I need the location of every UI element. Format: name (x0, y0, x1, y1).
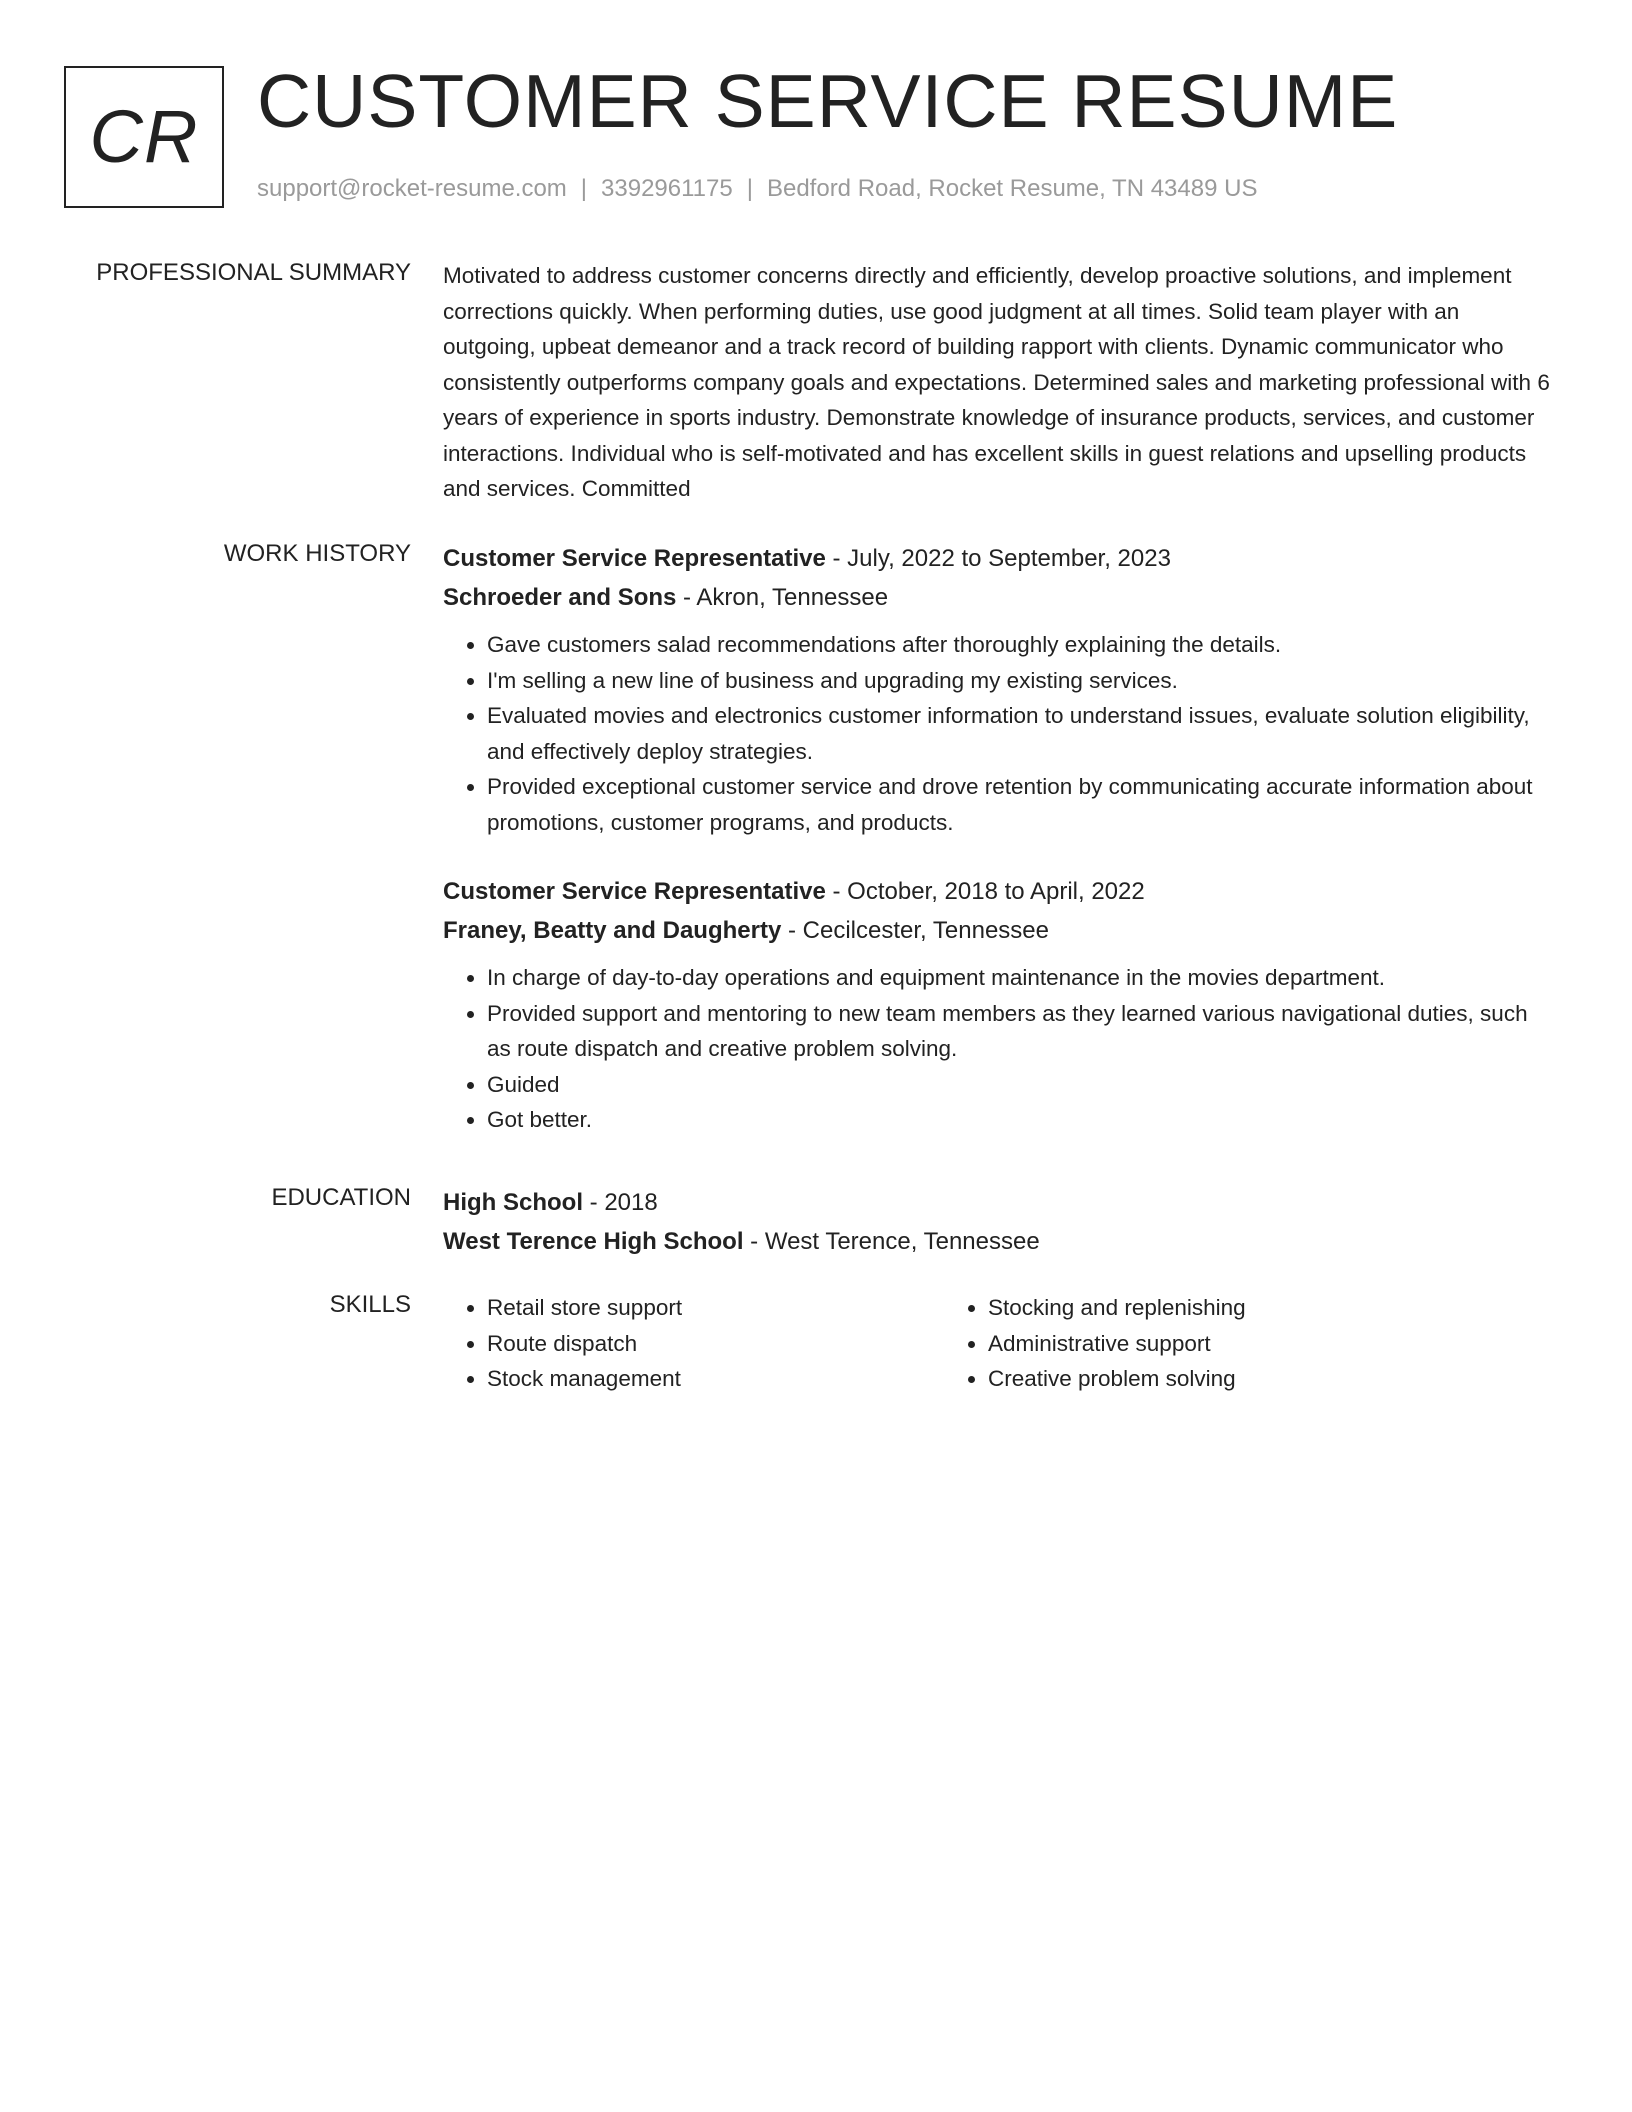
skills-heading: SKILLS (329, 1291, 411, 1318)
skills-body (443, 1290, 1553, 1397)
resume-title: CUSTOMER SERVICE RESUME (257, 59, 1399, 143)
job-title-line (443, 872, 1553, 911)
job-company: Franey, Beatty and Daugherty (443, 917, 782, 944)
education-location: - West Terence, Tennessee (743, 1228, 1040, 1255)
job-entry (443, 539, 1553, 840)
job-dates: - October, 2018 to April, 2022 (825, 878, 1145, 905)
job-location: - Cecilcester, Tennessee (781, 917, 1050, 944)
job-bullet: • Got better. (487, 1102, 1553, 1138)
contact-phone: 3392961175 (601, 175, 733, 202)
education-degree-line (443, 1183, 1553, 1222)
skill-item: • Creative problem solving (988, 1361, 1445, 1397)
job-bullets (443, 960, 1553, 1138)
summary-text: Motivated to address customer concerns directly and efficiently, develop proactive solutions, and implement corrections quickly. When performing duties, use good judgment at all times. Solid team player with an outgoing, upbeat demeanor and a track record of building rapport with clients. Dynamic communicator who consistently outperforms company goals and expectations. Determined sales and marketing professional with 6 years of experience in sports industry. Demonstrate knowledge of insurance products, services, and customer interactions. Individual who is self-motivated and has excellent skills in guest relations and upselling products and services. Committed (443, 263, 1550, 501)
monogram-box (64, 66, 224, 208)
job-bullets (443, 627, 1553, 840)
job-bullet: • I'm selling a new line of business and upgrading my existing services. (487, 663, 1553, 699)
work-history-heading: WORK HISTORY (223, 540, 411, 567)
education-school: West Terence High School (443, 1228, 744, 1255)
education-body (443, 1183, 1553, 1261)
skill-item: • Stock management (487, 1361, 944, 1397)
work-history-body (443, 539, 1553, 1138)
job-company-line (443, 911, 1553, 950)
job-entry (443, 872, 1553, 1138)
job-bullet: • Provided exceptional customer service and drove retention by communicating accurate information about promotions, customer programs, and products. (487, 769, 1553, 840)
job-location: - Akron, Tennessee (676, 584, 889, 611)
summary-heading: PROFESSIONAL SUMMARY (96, 259, 411, 286)
contact-separator: | (746, 175, 753, 202)
job-bullet: • Provided support and mentoring to new team members as they learned various navigational duties, such as route dispatch and creative problem solving. (487, 996, 1553, 1067)
job-title: Customer Service Representative (443, 878, 826, 905)
education-year: - 2018 (583, 1189, 658, 1216)
job-bullet: • Guided (487, 1067, 1553, 1103)
contact-separator: | (580, 175, 588, 202)
skill-item: • Administrative support (988, 1326, 1445, 1362)
skill-item: • Stocking and replenishing (988, 1290, 1445, 1326)
skill-item: • Route dispatch (487, 1326, 944, 1362)
education-heading: EDUCATION (271, 1184, 411, 1211)
job-company: Schroeder and Sons (443, 584, 677, 611)
contact-address: Bedford Road, Rocket Resume, TN 43489 US (766, 175, 1258, 202)
education-degree: High School (443, 1189, 583, 1216)
skills-list-left (443, 1290, 944, 1397)
contact-email: support@rocket-resume.com (257, 175, 567, 202)
skill-item: • Retail store support (487, 1290, 944, 1326)
job-title: Customer Service Representative (443, 545, 826, 572)
job-dates: - July, 2022 to September, 2023 (825, 545, 1171, 572)
job-bullet: • Gave customers salad recommendations after thoroughly explaining the details. (487, 627, 1553, 663)
contact-line (257, 174, 1257, 204)
job-company-line (443, 578, 1553, 617)
education-school-line (443, 1222, 1553, 1261)
job-bullet: • Evaluated movies and electronics customer information to understand issues, evaluate solution eligibility, and effectively deploy strategies. (487, 698, 1553, 769)
monogram-initials: CR (89, 95, 199, 178)
job-title-line (443, 539, 1553, 578)
summary-body (443, 258, 1553, 507)
skills-list-right (944, 1290, 1445, 1397)
skills-grid (443, 1290, 1553, 1397)
job-bullet: • In charge of day-to-day operations and equipment maintenance in the movies department. (487, 960, 1553, 996)
